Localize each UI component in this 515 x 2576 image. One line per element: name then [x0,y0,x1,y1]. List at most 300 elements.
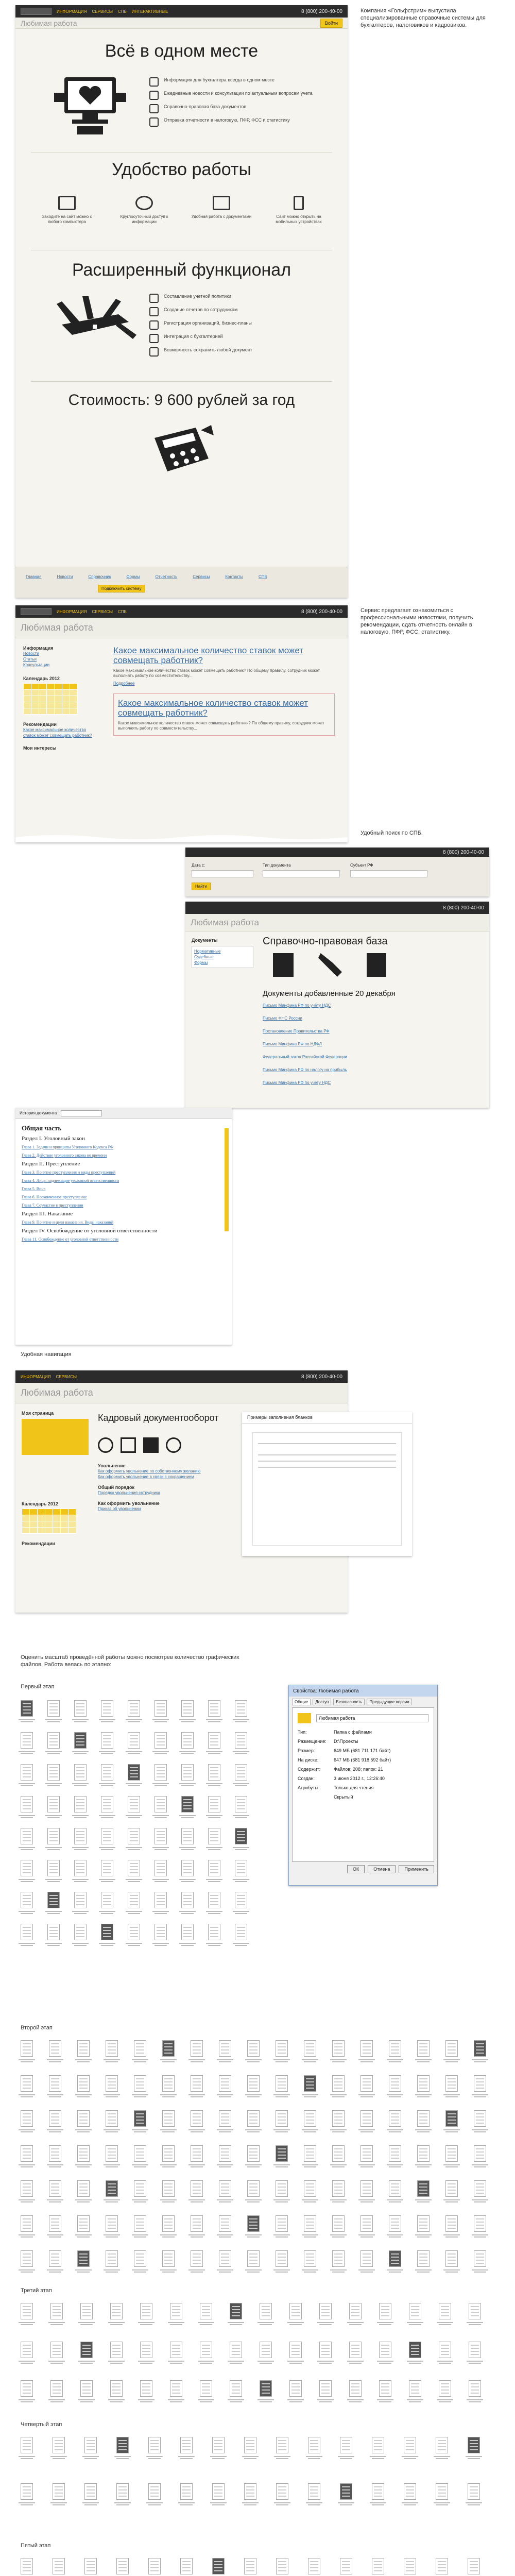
file-thumbnail [439,2303,451,2319]
file-thumbnail [106,2145,118,2162]
footer-link[interactable]: Отчетность [155,574,178,579]
file-thumbnail [84,2483,97,2500]
file-thumbnail-caption [76,2321,97,2326]
file-thumbnail-caption [97,1942,117,1947]
computer-heart-illustration [52,72,129,139]
docs-title: Документы добавленные 20 декабря [263,989,396,998]
file-thumbnail [409,2380,421,2397]
file-thumbnail [80,2380,93,2397]
file-thumbnail [319,2303,332,2319]
staff-icon [149,307,159,316]
landing-footer [15,567,348,598]
file-thumbnail [474,2075,486,2092]
top-link[interactable]: ИНФОРМАЦИЯ [57,9,87,14]
file-thumbnail-caption [271,2268,292,2274]
file-thumbnail [181,1732,194,1749]
file-thumbnail [469,2303,481,2319]
file-thumbnail-caption [315,2321,336,2326]
folder-icon [143,1437,159,1453]
file-thumbnail-caption [215,2093,235,2098]
file-thumbnail [106,2075,118,2092]
file-thumbnail-caption [150,1942,171,1947]
article-list: Какое максимальное количество ставок может совмещать работник? Какое максимальное количество ставок может совмещать работник? По общему правилу, сотрудник может выполнять работу по совместительству... Подробнее Какое максимальное количество ставок может совмещать работник? Какое максимальное количество ставок может совмещать работник? По общему правилу, сотрудник может выполнять работу по совместительству... [113,646,335,736]
file-thumbnail-caption [106,2398,127,2403]
hr-screenshot: ИНФОРМАЦИЯ СЕРВИСЫ 8 (800) 200-40-00 Любимая работа Моя страница Календарь 2012 Рекомендации Кадровый документооборот Увольнение Как оформить увольнение по собственному желанию Как оформить увольнение в связи с сокращением Общий порядок Порядок увольнения сотрудника Как оформить увольнение Приказ об увольнении [15,1370,348,1613]
doc-link[interactable]: Письмо Минфина РФ по налогу на прибыль [263,1067,347,1072]
file-thumbnail [21,2180,33,2197]
file-thumbnail-caption [441,2058,462,2063]
file-thumbnail-caption [101,2163,122,2168]
file-thumbnail-caption [150,1782,171,1787]
footer-link[interactable]: Главная [26,574,42,579]
file-thumbnail-caption [204,1782,225,1787]
site-name: Любимая работа [21,19,77,27]
file-thumbnail [101,1828,113,1844]
folder-name-input[interactable]: Любимая работа [316,1714,428,1722]
file-thumbnail-caption [16,2163,37,2168]
file-thumbnail [389,2110,401,2127]
footer-link[interactable]: Сервисы [193,574,210,579]
file-thumbnail-caption [97,1910,117,1915]
doc-link[interactable]: Федеральный закон Российской Федерации [263,1055,347,1059]
form-icon [367,953,386,977]
doc-link[interactable]: Письмо Минфина РФ по НДФЛ [263,1042,322,1046]
file-thumbnail [170,2380,182,2397]
file-thumbnail-caption [186,2058,207,2063]
file-thumbnail-caption [304,2501,324,2506]
file-thumbnail-caption [16,1910,37,1915]
file-thumbnail [191,2250,203,2267]
file-thumbnail [219,2110,231,2127]
file-thumbnail [445,2215,458,2232]
date-input[interactable] [192,870,253,877]
file-thumbnail-caption [130,2198,150,2204]
file-thumbnail [417,2215,430,2232]
file-thumbnail [74,1796,87,1812]
file-thumbnail-caption [186,2128,207,2133]
file-thumbnail-caption [101,2233,122,2239]
file-thumbnail-caption [70,1814,91,1819]
file-thumbnail-caption [186,2233,207,2239]
file-thumbnail-caption [271,2128,292,2133]
date-select[interactable] [61,1110,102,1116]
cancel-button[interactable]: Отмена [368,1865,396,1873]
file-thumbnail [304,2180,316,2197]
file-thumbnail-caption [101,2268,122,2274]
stage-3-label: Третий этап [21,2287,52,2294]
file-thumbnail-caption [204,1942,225,1947]
footer-link[interactable]: Формы [126,574,140,579]
file-thumbnail [106,2250,118,2267]
file-thumbnail-caption [356,2163,377,2168]
file-thumbnail-caption [112,2455,133,2460]
file-thumbnail [208,1796,220,1812]
file-thumbnail-caption [271,2233,292,2239]
file-thumbnail-caption [177,1910,198,1915]
file-thumbnail-caption [243,2093,264,2098]
file-thumbnail [208,1828,220,1844]
file-thumbnail-caption [413,2128,434,2133]
file-thumbnail-caption [16,1782,37,1787]
file-thumbnail [360,2110,373,2127]
file-thumbnail [389,2040,401,2057]
document-icon [121,1437,136,1453]
doc-link[interactable]: Письмо Минфина РФ по учёту НДС [263,1003,331,1008]
landing-screenshot [15,5,348,598]
file-thumbnail-caption [158,2128,179,2133]
file-thumbnail-caption [464,2455,484,2460]
file-thumbnail-caption [177,1846,198,1851]
file-thumbnail [389,2250,401,2267]
file-thumbnail-caption [375,2321,396,2326]
file-thumbnail-caption [158,2268,179,2274]
connect-button[interactable]: Подключить систему [98,585,145,592]
file-thumbnail [436,2558,448,2574]
file-thumbnail [116,2558,129,2574]
clock-icon [135,196,153,210]
file-thumbnail [101,1732,113,1749]
file-thumbnail [332,2075,345,2092]
ok-button[interactable]: ОК [347,1865,365,1873]
file-thumbnail [289,2380,302,2397]
file-thumbnail [162,2110,175,2127]
file-thumbnail [417,2250,430,2267]
file-thumbnail-caption [300,2163,320,2168]
convenience-item: Сайт можно открыть на мобильных устройствах [268,196,330,225]
file-thumbnail [134,2040,146,2057]
file-thumbnail-caption [124,1750,144,1755]
file-thumbnail-caption [97,1718,117,1723]
file-thumbnail-caption [226,2321,246,2326]
footer-link[interactable]: СПБ [258,574,267,579]
file-thumbnail [21,2250,33,2267]
file-thumbnail-caption [204,1846,225,1851]
top-link[interactable]: ИНТЕРАКТИВНЫЕ [131,9,168,14]
file-thumbnail [332,2180,345,2197]
file-thumbnail [148,2558,161,2574]
file-thumbnail-caption [80,2501,101,2506]
file-thumbnail-caption [328,2163,349,2168]
apply-button[interactable]: Применить [399,1865,434,1873]
file-thumbnail [77,2040,90,2057]
file-thumbnail [148,2483,161,2500]
file-thumbnail-caption [158,2093,179,2098]
file-thumbnail [21,2215,33,2232]
file-thumbnail [289,2342,302,2358]
footer-link[interactable]: Новости [57,574,73,579]
top-link[interactable]: СЕРВИСЫ [92,9,113,14]
hero-title-2: Удобство работы [112,160,251,179]
file-thumbnail [21,1924,33,1940]
file-thumbnail [106,2110,118,2127]
file-thumbnail [21,2380,33,2397]
file-thumbnail-caption [45,2128,65,2133]
file-thumbnail [260,2342,272,2358]
file-thumbnail [469,2342,481,2358]
file-thumbnail-caption [385,2163,405,2168]
file-thumbnail-caption [385,2128,405,2133]
tab-access[interactable]: Доступ [313,1699,331,1705]
file-thumbnail [180,2558,193,2574]
file-thumbnail-caption [400,2501,420,2506]
file-thumbnail-caption [405,2360,425,2365]
save-icon [149,347,159,357]
file-thumbnail [389,2145,401,2162]
file-thumbnail [212,2558,225,2574]
file-thumbnail [128,1828,140,1844]
file-thumbnail-caption [243,2058,264,2063]
file-thumbnail-caption [186,2268,207,2274]
file-thumbnail [101,1892,113,1908]
file-thumbnail-caption [413,2198,434,2204]
top-link[interactable]: СПБ [117,9,127,14]
file-thumbnail-caption [243,2163,264,2168]
file-thumbnail-caption [80,2455,101,2460]
file-thumbnail-caption [464,2501,484,2506]
file-thumbnail [332,2110,345,2127]
file-thumbnail [445,2075,458,2092]
file-thumbnail-caption [215,2163,235,2168]
file-thumbnail-caption [177,1942,198,1947]
file-thumbnail [389,2215,401,2232]
file-thumbnail [180,2437,193,2453]
file-thumbnail [101,1764,113,1781]
file-thumbnail [360,2075,373,2092]
hidden-checkbox[interactable]: Скрытый [334,1794,353,1800]
phone: 8 (800) 200-40-00 [301,8,342,14]
file-thumbnail [200,2380,212,2397]
hr-sidebar: Моя страница Календарь 2012 Рекомендации [22,1411,89,1546]
file-thumbnail-caption [43,1910,64,1915]
file-thumbnail [208,1924,220,1940]
file-thumbnail-caption [70,1878,91,1883]
file-thumbnail-caption [112,2501,133,2506]
file-thumbnail [445,2145,458,2162]
tab-general[interactable]: Общие [292,1699,311,1705]
file-thumbnail [84,2437,97,2453]
file-thumbnail [404,2483,416,2500]
file-thumbnail-caption [356,2128,377,2133]
file-thumbnail [235,1892,247,1908]
article-card-highlight[interactable]: Какое максимальное количество ставок может совмещать работник? Какое максимальное количество ставок может совмещать работник? По общему правилу, сотрудник может выполнять работу по совместительству... [113,693,335,736]
file-thumbnail [304,2250,316,2267]
file-thumbnail [181,1700,194,1717]
file-thumbnail-caption [46,2321,67,2326]
file-thumbnail-caption [97,1846,117,1851]
file-thumbnail-caption [177,1750,198,1755]
file-thumbnail-caption [385,2058,405,2063]
article-title[interactable]: Какое максимальное количество ставок может совмещать работник? [113,646,304,665]
file-thumbnail-caption [43,1878,64,1883]
footer-link[interactable]: Справочник [88,574,111,579]
login-button[interactable]: Войти [320,19,342,28]
file-thumbnail-caption [16,1718,37,1723]
file-thumbnail-caption [70,1782,91,1787]
file-thumbnail-caption [70,1910,91,1915]
file-thumbnail [191,2110,203,2127]
features-list-3 [149,294,314,361]
file-thumbnail-caption [70,1942,91,1947]
doc-link[interactable]: Постановление Правительства РФ [263,1029,330,1033]
calendar[interactable] [23,683,78,715]
file-thumbnail-caption [315,2398,336,2403]
region-select[interactable] [350,870,427,877]
file-thumbnail [219,2075,231,2092]
file-thumbnail [47,1892,60,1908]
file-thumbnail-caption [130,2268,150,2274]
file-thumbnail [219,2145,231,2162]
doc-type-select[interactable] [263,870,340,877]
file-thumbnail-caption [73,2268,94,2274]
file-thumbnail-caption [196,2398,216,2403]
file-thumbnail [101,1796,113,1812]
file-thumbnail-caption [16,2398,37,2403]
file-thumbnail [360,2250,373,2267]
file-thumbnail [110,2342,123,2358]
file-thumbnail-caption [300,2093,320,2098]
file-thumbnail-caption [43,1846,64,1851]
file-thumbnail [276,2483,288,2500]
feature-item: Создание отчетов по сотрудникам [149,307,314,316]
file-thumbnail [53,2558,65,2574]
file-thumbnail-caption [441,2268,462,2274]
file-thumbnail [474,2145,486,2162]
file-thumbnail [260,2380,272,2397]
file-thumbnail-caption [16,2233,37,2239]
file-thumbnail [417,2075,430,2092]
file-thumbnail [47,1732,60,1749]
readonly-checkbox[interactable]: Только для чтения [334,1785,374,1790]
book-icon [273,953,294,977]
file-thumbnail [208,1892,220,1908]
file-thumbnail [77,2250,90,2267]
news-icon [149,91,159,100]
search-button[interactable]: Найти [192,883,211,890]
file-thumbnail [181,1860,194,1876]
features-list-1 [149,77,314,131]
file-thumbnail-caption [70,1718,91,1723]
file-thumbnail [404,2558,416,2574]
scrollbar[interactable] [225,1128,229,1231]
note-service: Сервис предлагает ознакомиться с профессиональными новостями, получить рекомендации, сдать отчетность онлайн в налоговую, ПФР, ФСС, статистику. [360,607,473,635]
file-thumbnail-caption [101,2093,122,2098]
file-thumbnail [319,2342,332,2358]
file-thumbnail [445,2110,458,2127]
file-thumbnail-caption [441,2198,462,2204]
file-thumbnail [181,1764,194,1781]
file-thumbnail [340,2483,352,2500]
file-thumbnail [84,2558,97,2574]
file-thumbnail-caption [435,2398,455,2403]
history-label[interactable]: История документа [20,1111,57,1115]
feature-item: Ежедневные новости и консультации по актуальным вопросам учета [149,91,314,100]
file-thumbnail [372,2558,384,2574]
file-thumbnail [349,2303,362,2319]
file-thumbnail-caption [285,2321,306,2326]
file-thumbnail [74,1828,87,1844]
file-thumbnail-caption [124,1942,144,1947]
doc-link[interactable]: Письмо ФНС России [263,1016,302,1021]
file-thumbnail [360,2145,373,2162]
file-thumbnail-caption [231,1718,251,1723]
file-thumbnail-caption [215,2198,235,2204]
file-thumbnail [21,2437,33,2453]
my-page-menu[interactable] [22,1419,89,1455]
file-thumbnail [409,2303,421,2319]
file-thumbnail [21,2558,33,2574]
tab-versions[interactable]: Предыдущие версии [367,1699,411,1705]
file-thumbnail-caption [43,1782,64,1787]
price-title: Стоимость: 9 600 рублей за год [68,392,295,409]
top-bar [15,5,348,18]
file-thumbnail-caption [336,2501,356,2506]
file-thumbnail [162,2180,175,2197]
file-thumbnail-caption [465,2360,485,2365]
file-thumbnail-caption [186,2198,207,2204]
calendar[interactable] [22,1509,76,1534]
file-thumbnail [134,2075,146,2092]
dialog-title: Свойства: Любимая работа [289,1685,437,1697]
file-thumbnail [134,2180,146,2197]
hr-title: Кадровый документооборот [98,1413,219,1423]
file-thumbnail [360,2215,373,2232]
file-thumbnail [372,2483,384,2500]
file-thumbnail [116,2437,129,2453]
file-thumbnail [80,2342,93,2358]
file-thumbnail [417,2110,430,2127]
info-screenshot: ИНФОРМАЦИЯ СЕРВИСЫ СПБ 8 (800) 200-40-00 Любимая работа Информация Новости Статьи Консультации Календарь 2012 Рекомендации Какое максимальное количество ставок может совмещать работник? Мои интересы Какое максимальное количество ставок может совмещать работник? Какое максимальное количество ставок может совмещать работник? По общему правилу, сотрудник может выполнять работу по совместительству... Подробнее Какое максимальное количество ставок может совмещать работник? Какое максимальное количество ставок может совмещать работник? По общему правилу, сотрудник может выполнять работу по совместительству... [15,605,348,842]
file-thumbnail [47,1764,60,1781]
file-thumbnail [21,1860,33,1876]
file-thumbnail-caption [16,1750,37,1755]
file-thumbnail-caption [215,2233,235,2239]
file-thumbnail [219,2215,231,2232]
file-thumbnail-caption [176,2501,197,2506]
file-thumbnail-caption [101,2198,122,2204]
file-thumbnail [469,2380,481,2397]
file-thumbnail [74,1892,87,1908]
file-thumbnail-caption [328,2128,349,2133]
file-thumbnail-caption [43,1942,64,1947]
file-thumbnail [340,2558,352,2574]
document-icon [213,196,230,210]
file-thumbnail-caption [255,2398,276,2403]
footer-link[interactable]: Контакты [225,574,243,579]
file-thumbnail-caption [130,2163,150,2168]
file-thumbnail [417,2145,430,2162]
file-thumbnail [140,2303,152,2319]
file-thumbnail-caption [124,1878,144,1883]
file-thumbnail-caption [177,1878,198,1883]
file-thumbnail [49,2250,61,2267]
tab-security[interactable]: Безопасность [333,1699,365,1705]
note-navigation: Удобная навигация [21,1351,72,1358]
file-thumbnail-caption [356,2093,377,2098]
file-thumbnail [128,1764,140,1781]
convenience-icons [36,196,330,225]
doc-link[interactable]: Письмо Минфина РФ по учету НДС [263,1080,331,1085]
file-thumbnail-caption [405,2321,425,2326]
file-thumbnail-caption [130,2058,150,2063]
file-thumbnail [162,2250,175,2267]
file-thumbnail-caption [48,2455,69,2460]
file-thumbnail-caption [231,1878,251,1883]
feature-item: Интеграция с бухгалтерией [149,334,314,343]
feature-item: Справочно-правовая база документов [149,104,314,113]
file-thumbnail [49,2110,61,2127]
file-thumbnail [436,2437,448,2453]
file-thumbnail-caption [356,2233,377,2239]
